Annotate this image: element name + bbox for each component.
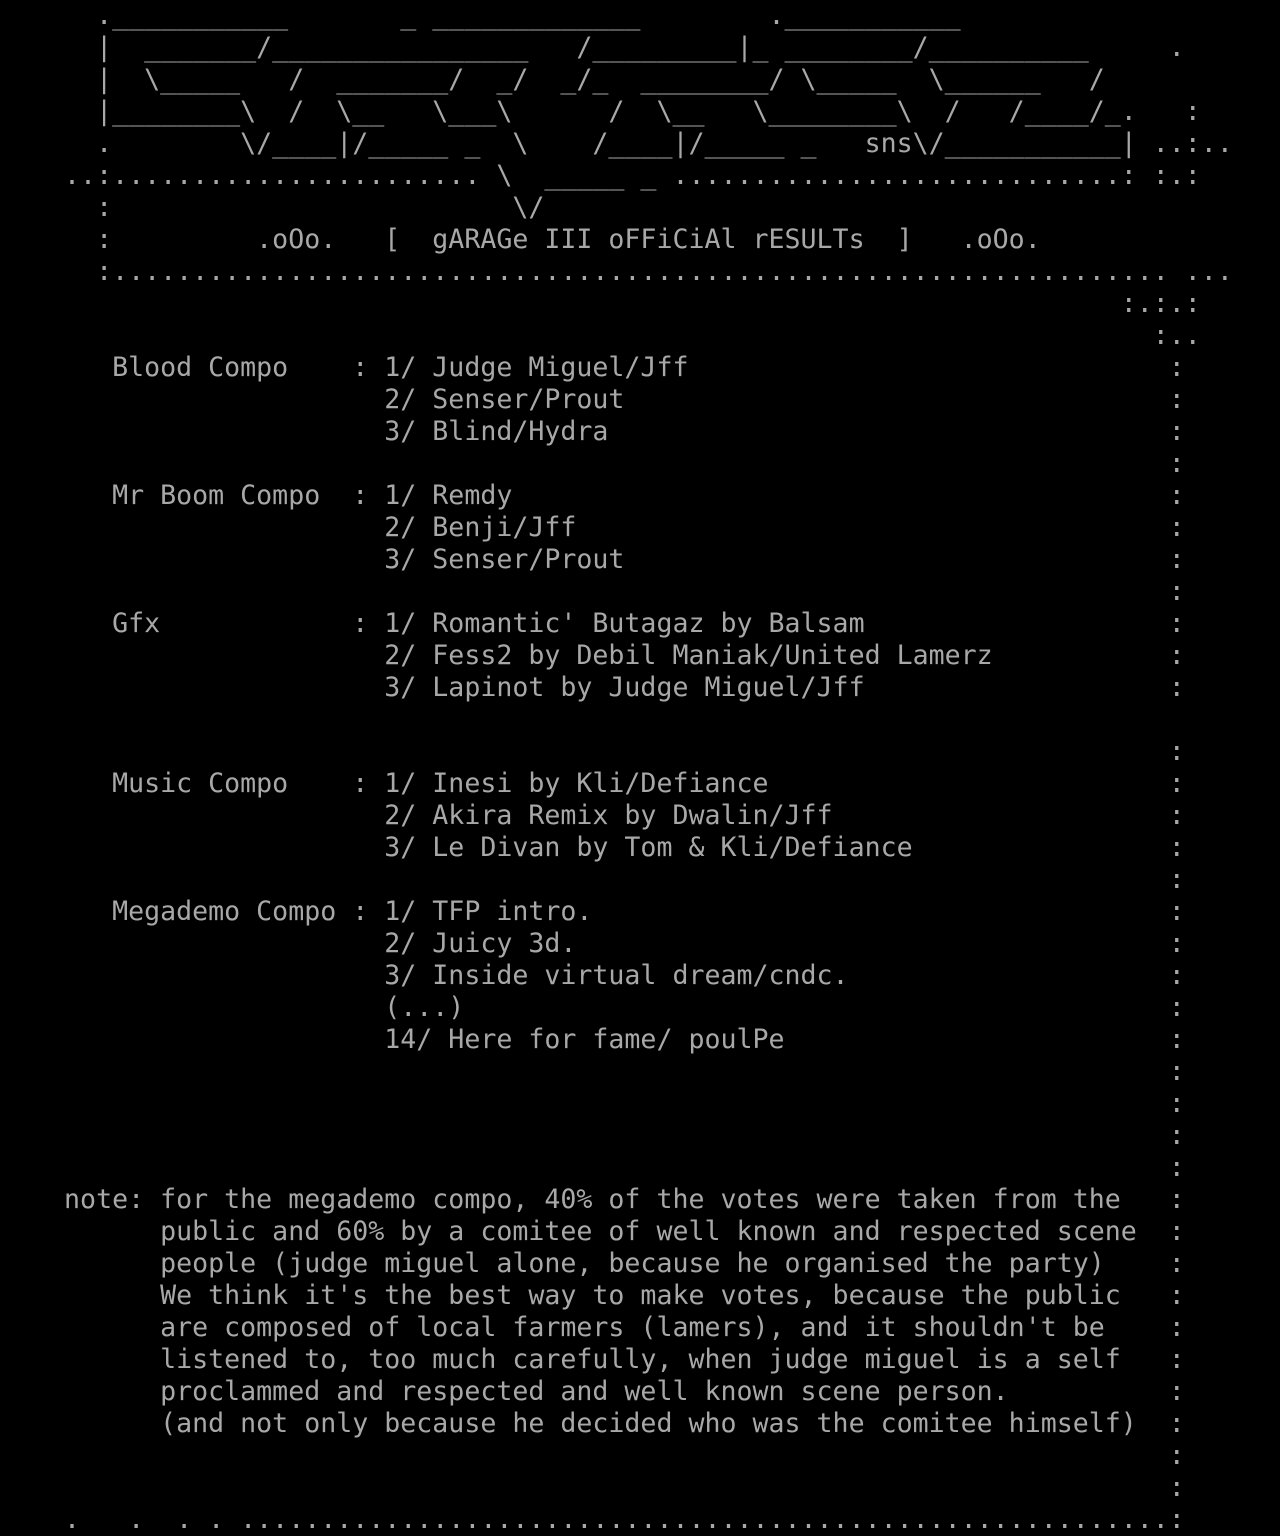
note-line-8: (and not only because he decided who was the comitee himself) : (0, 1408, 1185, 1439)
ascii-logo-line-1: .___________ _ _____________ .___________ (0, 0, 961, 31)
ascii-logo-line-3: | \_____ / _______/ _/ _/_ ________/ \_____ \______ / (0, 64, 1105, 95)
result-music-compo-2: 2/ Akira Remix by Dwalin/Jff : (0, 800, 1185, 831)
result-music-compo-3: 3/ Le Divan by Tom & Kli/Defiance : (0, 832, 1185, 863)
note-line-5: are composed of local farmers (lamers), and it shouldn't be : (0, 1312, 1185, 1343)
ascii-logo-line-5: . \/____|/_____ _ \ /____|/_____ _ sns\/___________| ..:.. (0, 128, 1233, 159)
ascii-logo-line-7: : \/ (0, 192, 545, 223)
result-mr-boom-compo-2: 2/ Benji/Jff : (0, 512, 1185, 543)
result-music-compo-1: Music Compo : 1/ Inesi by Kli/Defiance : (0, 768, 1185, 799)
result-blood-compo-1: Blood Compo : 1/ Judge Miguel/Jff : (0, 352, 1185, 383)
result-megademo-compo-3: 3/ Inside virtual dream/cndc. : (0, 960, 1185, 991)
note-line-3: people (judge miguel alone, because he organised the party) : (0, 1248, 1185, 1279)
result-blood-compo-3: 3/ Blind/Hydra : (0, 416, 1185, 447)
title-border: :.................................................................. ... (0, 256, 1233, 287)
note-line-4: We think it's the best way to make votes, because the public : (0, 1280, 1185, 1311)
result-gfx-1: Gfx : 1/ Romantic' Butagaz by Balsam : (0, 608, 1185, 639)
note-line-2: public and 60% by a comitee of well known and respected scene : (0, 1216, 1185, 1247)
result-gfx-3: 3/ Lapinot by Judge Miguel/Jff : (0, 672, 1185, 703)
ascii-logo-line-2: | _______/________________ /_________|_ ________/__________ . (0, 32, 1185, 63)
border-ornament-2: :.. (0, 320, 1201, 351)
border-line: : (0, 1088, 1185, 1119)
border-line: : (0, 576, 1185, 607)
page-title: : .oOo. [ gARAGe III oFFiCiAl rESULTs ] .oOo. (0, 224, 1041, 255)
border-line: : (0, 1440, 1185, 1471)
ascii-logo-line-6: ..:....................... \ _____ _ ............................: :.: (0, 160, 1201, 191)
result-mr-boom-compo-3: 3/ Senser/Prout : (0, 544, 1185, 575)
note-line-7: proclammed and respected and well known scene person. : (0, 1376, 1185, 1407)
note-line-6: listened to, too much carefully, when judge miguel is a self : (0, 1344, 1185, 1375)
border-line: : (0, 1472, 1185, 1503)
border-line: : (0, 864, 1185, 895)
result-megademo-compo-2: 2/ Juicy 3d. : (0, 928, 1185, 959)
result-blood-compo-2: 2/ Senser/Prout : (0, 384, 1185, 415)
result-megademo-compo-1: Megademo Compo : 1/ TFP intro. : (0, 896, 1185, 927)
bottom-border: . . . . ..........................................................: (0, 1504, 1185, 1535)
border-line: : (0, 1120, 1185, 1151)
result-megademo-ellipsis: (...) : (0, 992, 1185, 1023)
result-gfx-2: 2/ Fess2 by Debil Maniak/United Lamerz : (0, 640, 1185, 671)
border-line: : (0, 736, 1185, 767)
border-line: : (0, 1152, 1185, 1183)
ascii-logo-line-4: |________\ / \__ \___\ / \__ \________\ / /____/_. : (0, 96, 1201, 127)
border-line: : (0, 1056, 1185, 1087)
note-line-1: note: for the megademo compo, 40% of the votes were taken from the : (0, 1184, 1185, 1215)
result-mr-boom-compo-1: Mr Boom Compo : 1/ Remdy : (0, 480, 1185, 511)
result-megademo-compo-14: 14/ Here for fame/ poulPe : (0, 1024, 1185, 1055)
border-ornament-1: :.:.: (0, 288, 1201, 319)
border-line: : (0, 448, 1185, 479)
